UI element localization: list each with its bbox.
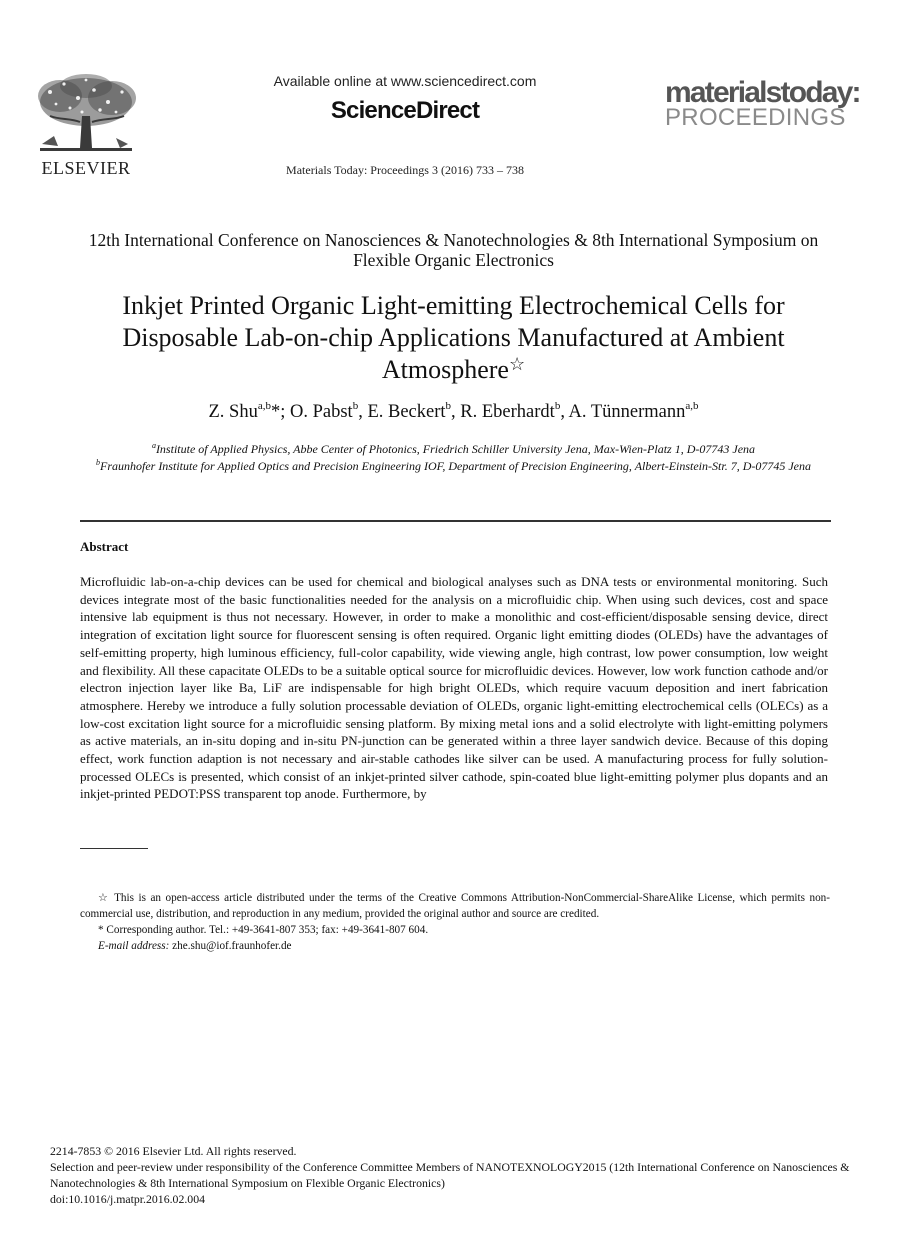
materials-today-wordmark: materialstoday: xyxy=(665,76,860,109)
affiliation-text: Fraunhofer Institute for Applied Optics and Precision Engineering IOF, Department of Precision Engineering, Albert-Einstein-Str. 7, D-07745 Jena xyxy=(99,458,812,473)
author-affiliation-mark: a,b xyxy=(257,400,271,412)
title-text: Inkjet Printed Organic Light-emitting Electrochemical Cells for Disposable Lab-on-chip Applications Manufactured at Ambient Atmosphere xyxy=(122,291,785,384)
affiliation-mark: a xyxy=(151,441,156,450)
proceedings-wordmark: PROCEEDINGS xyxy=(665,104,846,131)
author-separator: ; xyxy=(280,402,290,422)
publication-info xyxy=(50,1143,870,1207)
footnote-divider xyxy=(80,848,148,849)
author-affiliation-mark: b xyxy=(445,400,452,412)
materials-today-logo xyxy=(665,78,875,130)
author-affiliation-mark: a,b xyxy=(685,400,699,412)
author-separator: , xyxy=(451,402,461,422)
corresponding-author-footnote: * Corresponding author. Tel.: +49-3641-807 353; fax: +49-3641-807 604. xyxy=(98,924,429,936)
affiliation-mark: b xyxy=(95,457,100,467)
email-footnote xyxy=(80,938,830,954)
author-separator: , xyxy=(358,402,368,422)
header-divider xyxy=(80,520,831,522)
author-list xyxy=(80,402,827,423)
abstract-heading: Abstract xyxy=(80,539,129,554)
author-name: Z. Shu xyxy=(208,402,258,422)
paper-title xyxy=(80,290,827,386)
journal-reference: Materials Today: Proceedings 3 (2016) 733 – 738 xyxy=(286,163,524,177)
author-name: A. Tünnermann xyxy=(568,402,686,422)
affiliation-b xyxy=(80,458,827,475)
author-affiliation-mark: b xyxy=(352,400,359,412)
author-separator: , xyxy=(560,402,569,422)
doi[interactable]: doi:10.1016/j.matpr.2016.02.004 xyxy=(50,1192,205,1206)
available-online-text: Available online at www.sciencedirect.com xyxy=(273,73,537,89)
affiliation-a xyxy=(80,441,827,458)
peer-review-statement: Selection and peer-review under responsibility of the Conference Committee Members of NANOTEXNOLOGY2015 (12th International Conference on Nanosciences & Nanotechnologies & 8th International Symposium on Flexible Organic Electronics) xyxy=(50,1160,850,1190)
affiliation-text: Institute of Applied Physics, Abbe Center of Photonics, Friedrich Schiller University Jena, Max-Wien-Platz 1, D-07743 Jena xyxy=(155,442,756,456)
title-footnote-mark: ☆ xyxy=(508,354,526,374)
author-name: R. Eberhardt xyxy=(460,402,555,422)
elsevier-wordmark: ELSEVIER xyxy=(41,158,131,178)
author-name: E. Beckert xyxy=(367,402,446,422)
author-affiliation-mark: b xyxy=(554,400,561,412)
email-label: E-mail address: xyxy=(98,940,170,952)
author-name: O. Pabst xyxy=(290,402,353,422)
sciencedirect-wordmark: ScienceDirect xyxy=(330,97,480,124)
affiliations xyxy=(80,441,827,474)
abstract-body: Microfluidic lab-on-a-chip devices can be used for chemical and biological analyses such as DNA tests or environmental monitoring. Such devices integrate most of the basic functionalities needed for the analysis on a microfluidic chip. When using such devices, cost and space intensive lab equipment is thus not necessary. However, in order to make a monolithic and cost-efficient/disposable sensing device, direct integration of excitation light source for fluorescent sensing is often required. Organic light emitting diodes (OLEDs) have the advantages of self-emitting property, high luminous efficiency, full-color capability, wide viewing angle, high contrast, low power consumption, low weight and flexibility. All these capacitate OLEDs to be a suitable optical source for microfluidic devices. However, low work function cathode and/or electron injection layer like Ba, LiF are indispensable for high bright OLEDs, which require vacuum deposition and inert fabrication atmosphere. Hereby we introduce a fully solution processable deviation of OLEDs, organic light-emitting electrochemical cells (OLECs) as a low-cost excitation light source for a microfluidic sensing platform. By mixing metal ions and a solid electrolyte with light-emitting polymers as active materials, an in-situ doping and in-situ PN-junction can be generated within a three layer sandwich device. Because of this doping effect, work function adaption is not necessary and air-stable cathodes like silver can be used. A manufacturing process for fully solution-processed OLECs is presented, which consist of an inkjet-printed silver cathode, spin-coated blue light-emitting polymer plus dopants and an inkjet-printed PEDOT:PSS transparent top anode. Furthermore, by xyxy=(80,574,828,802)
conference-name: 12th International Conference on Nanosciences & Nanotechnologies & 8th International Symposium on Flexible Organic Electronics xyxy=(88,230,819,270)
issn-copyright: 2214-7853 © 2016 Elsevier Ltd. All rights reserved. xyxy=(50,1144,297,1158)
footnotes xyxy=(80,890,830,954)
email-address[interactable]: zhe.shu@iof.fraunhofer.de xyxy=(172,940,292,952)
open-access-footnote: ☆ This is an open-access article distributed under the terms of the Creative Commons Attribution-NonCommercial-ShareAlike License, which permits non-commercial use, distribution, and reproduction in any medium, provided the original author and source are credited. xyxy=(80,892,830,920)
corresponding-mark: * xyxy=(270,402,281,422)
